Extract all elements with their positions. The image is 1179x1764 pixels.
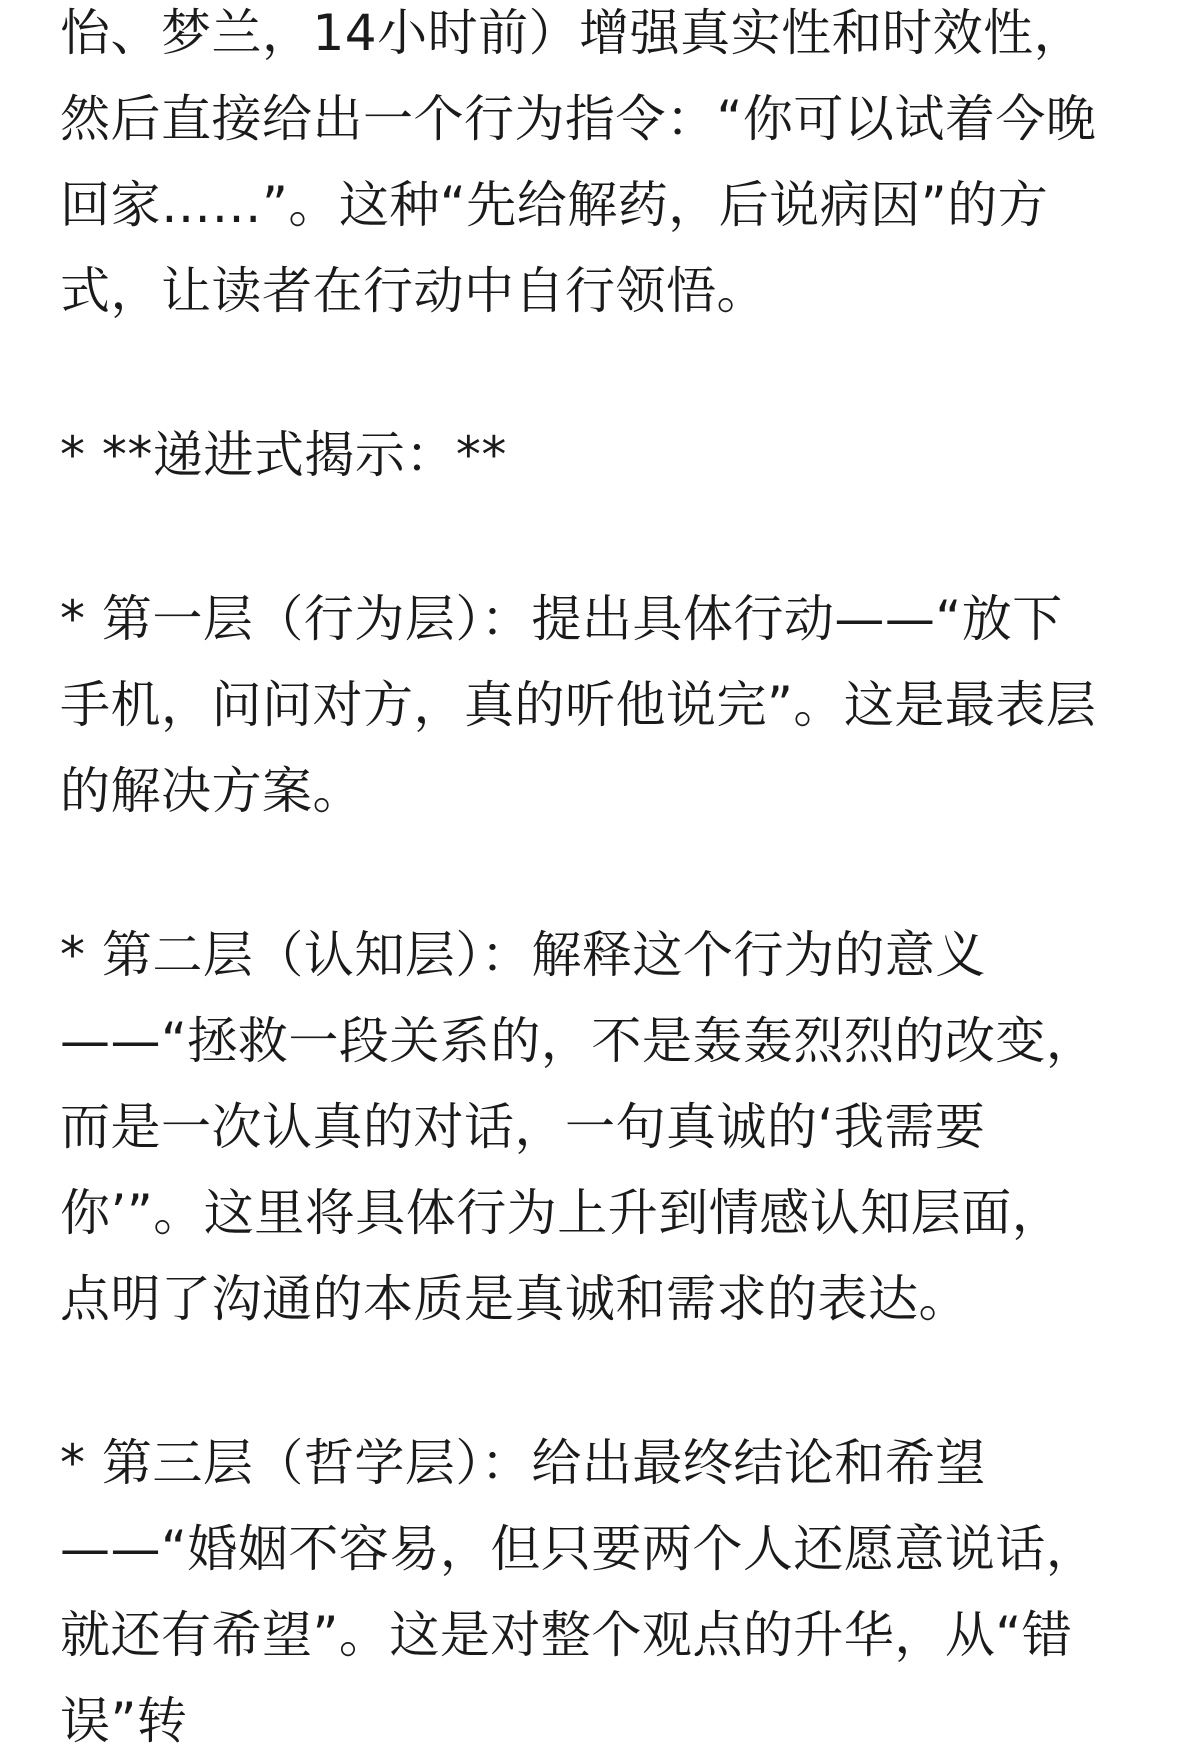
paragraph-layer-one: * 第一层（行为层）：提出具体行动——“放下手机，问问对方，真的听他说完”。这是最表层的解决方案。 bbox=[60, 590, 1097, 820]
paragraph-spacer bbox=[60, 834, 1100, 912]
paragraph-spacer bbox=[60, 498, 1100, 576]
paragraph-layer-three: * 第三层（哲学层）：给出最终结论和希望——“婚姻不容易，但只要两个人还愿意说话，就还有希望”。这是对整个观点的升华，从“错误”转 bbox=[60, 1434, 1097, 1750]
paragraph-layer-two: * 第二层（认知层）：解释这个行为的意义——“拯救一段关系的，不是轰轰烈烈的改变，而是一次认真的对话，一句真诚的‘我需要你’”。这里将具体行为上升到情感认知层面，点明了沟通的本质是真诚和需求的表达。 bbox=[60, 926, 1097, 1328]
paragraph-progressive-reveal-heading: * **递进式揭示：** bbox=[60, 426, 507, 484]
paragraph-intro-continued: 怡、梦兰，14小时前）增强真实性和时效性，然后直接给出一个行为指令：“你可以试着今晚回家……”。这种“先给解药，后说病因”的方式，让读者在行动中自行领悟。 bbox=[60, 4, 1097, 320]
article-body bbox=[60, 0, 1100, 1764]
paragraph-spacer bbox=[60, 1342, 1100, 1420]
paragraph-spacer bbox=[60, 334, 1100, 412]
